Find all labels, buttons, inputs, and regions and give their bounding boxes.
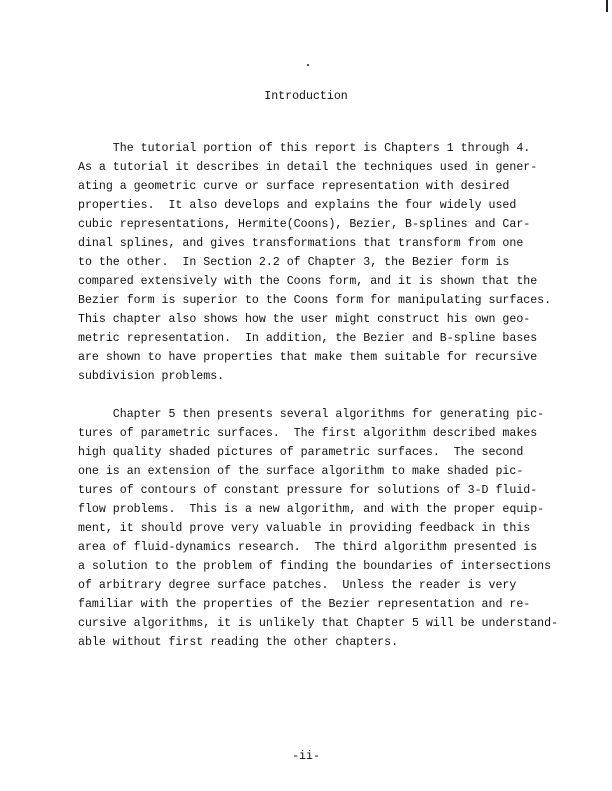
text-line: able without first reading the other chapters. [78,636,399,649]
text-line: of arbitrary degree surface patches. Unless the reader is very [78,579,517,592]
text-line: compared extensively with the Coons form, and it is shown that the [78,275,538,288]
text-line: familiar with the properties of the Bezier representation and re- [78,598,531,611]
text-line: one is an extension of the surface algorithm to make shaded pic- [78,465,524,478]
text-line: metric representation. In addition, the Bezier and B-spline bases [78,332,538,345]
text-line: tures of contours of constant pressure for solutions of 3-D fluid- [78,484,538,497]
text-line: tures of parametric surfaces. The first algorithm described makes [78,427,538,440]
scan-speck [307,64,309,66]
text-line: properties. It also develops and explains the four widely used [78,199,517,212]
text-line: flow problems. This is a new algorithm, and with the proper equip- [78,503,545,516]
text-line: to the other. In Section 2.2 of Chapter 3, the Bezier form is [78,256,510,269]
scan-edge-mark [606,0,608,12]
text-line: ment, it should prove very valuable in providing feedback in this [78,522,531,535]
text-line: subdivision problems. [78,370,225,383]
page-number: -ii- [292,750,320,763]
text-line: Chapter 5 then presents several algorithms for generating pic- [78,408,545,421]
text-line: As a tutorial it describes in detail the techniques used in gener- [78,161,538,174]
text-line: cubic representations, Hermite(Coons), Bezier, B-splines and Car- [78,218,531,231]
text-line: Bezier form is superior to the Coons form for manipulating surfaces. [78,294,552,307]
paragraph-2 [78,405,558,652]
text-line: are shown to have properties that make them suitable for recursive [78,351,538,364]
text-line: ating a geometric curve or surface representation with desired [78,180,510,193]
text-line: cursive algorithms, it is unlikely that Chapter 5 will be understand- [78,617,559,630]
paragraph-1 [78,139,551,386]
text-line: area of fluid-dynamics research. The third algorithm presented is [78,541,538,554]
text-line: high quality shaded pictures of parametric surfaces. The second [78,446,524,459]
text-line: a solution to the problem of finding the boundaries of intersections [78,560,552,573]
text-line: This chapter also shows how the user might construct his own geo- [78,313,531,326]
text-line: The tutorial portion of this report is Chapters 1 through 4. [78,142,531,155]
text-line: dinal splines, and gives transformations that transform from one [78,237,524,250]
page-title: Introduction [264,90,348,103]
